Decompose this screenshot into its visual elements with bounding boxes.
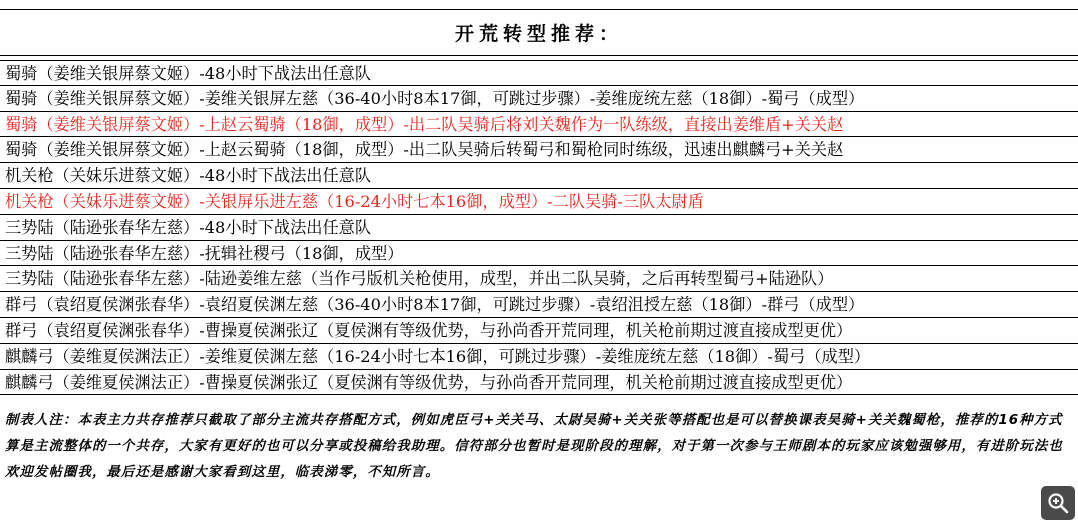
page-title: 开荒转型推荐： — [454, 23, 623, 45]
table-row-highlighted: 机关枪（关妹乐进蔡文姬）-关银屏乐进左慈（16-24小时七本16御，成型）-二队吴骑-三队太尉盾 — [0, 189, 1078, 215]
previous-row-fragment — [0, 0, 1078, 10]
table-row-highlighted: 蜀骑（姜维关银屏蔡文姬）-上赵云蜀骑（18御，成型）-出二队吴骑后将刘关魏作为一队练级，直接出姜维盾+关关赵 — [0, 112, 1078, 138]
table-row: 麒麟弓（姜维夏侯渊法正）-曹操夏侯渊张辽（夏侯渊有等级优势，与孙尚香开荒同理，机关枪前期过渡直接成型更优） — [0, 370, 1078, 396]
zoom-in-icon — [1047, 492, 1069, 514]
table-row: 机关枪（关妹乐进蔡文姬）-48小时下战法出任意队 — [0, 163, 1078, 189]
table-row: 三势陆（陆逊张春华左慈）-抚辑社稷弓（18御，成型） — [0, 241, 1078, 267]
zoom-button[interactable] — [1041, 486, 1075, 520]
table-row: 三势陆（陆逊张春华左慈）-陆逊姜维左慈（当作弓版机关枪使用，成型，并出二队吴骑，之后再转型蜀弓+陆逊队） — [0, 266, 1078, 292]
table-row: 蜀骑（姜维关银屏蔡文姬）-48小时下战法出任意队 — [0, 60, 1078, 86]
table-row: 群弓（袁绍夏侯渊张春华）-袁绍夏侯渊左慈（36-40小时8本17御，可跳过步骤）-袁绍沮授左慈（18御）-群弓（成型） — [0, 292, 1078, 318]
table-row: 蜀骑（姜维关银屏蔡文姬）-上赵云蜀骑（18御，成型）-出二队吴骑后转蜀弓和蜀枪同时练级，迅速出麒麟弓+关关赵 — [0, 137, 1078, 163]
table-row: 群弓（袁绍夏侯渊张春华）-曹操夏侯渊张辽（夏侯渊有等级优势，与孙尚香开荒同理，机关枪前期过渡直接成型更优） — [0, 318, 1078, 344]
table-row: 麒麟弓（姜维夏侯渊法正）-姜维夏侯渊左慈（16-24小时七本16御，可跳过步骤）-姜维庞统左慈（18御）-蜀弓（成型） — [0, 344, 1078, 370]
table-row: 三势陆（陆逊张春华左慈）-48小时下战法出任意队 — [0, 215, 1078, 241]
table-row: 蜀骑（姜维关银屏蔡文姬）-姜维关银屏左慈（36-40小时8本17御，可跳过步骤）-姜维庞统左慈（18御）-蜀弓（成型） — [0, 86, 1078, 112]
title-row — [0, 10, 1078, 56]
editor-notes: 制表人注：本表主力共存推荐只截取了部分主流共存搭配方式，例如虎臣弓+关关马、太尉吴骑+关关张等搭配也是可以替换课表吴骑+关关魏蜀枪，推荐的16种方式算是主流整体的一个共存，大家有更好的也可以分享或投稿给我助理。信符部分也暂时是现阶段的理解，对于第一次参与王师剧本的玩家应该勉强够用，有进阶玩法也欢迎发帖圈我，最后还是感谢大家看到这里，临表涕零，不知所言。 — [5, 413, 1063, 480]
recommendation-table — [0, 60, 1078, 395]
